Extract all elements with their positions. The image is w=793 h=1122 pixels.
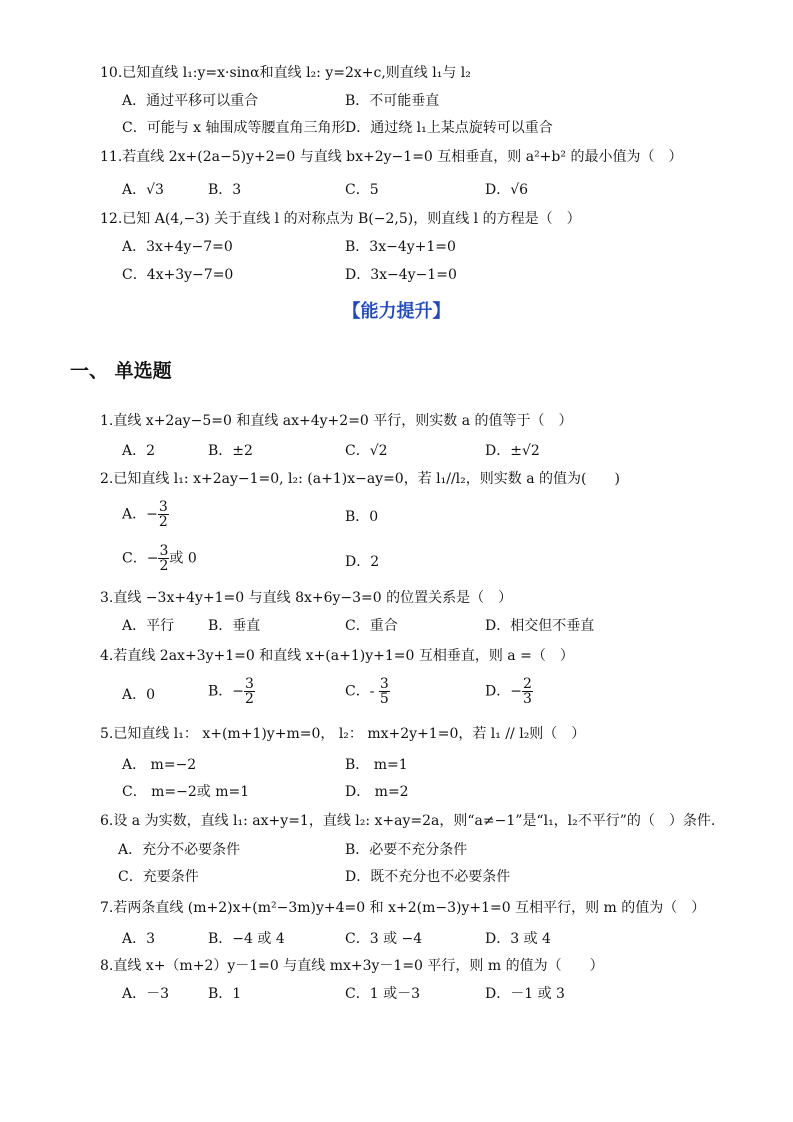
fraction-denominator: 2 bbox=[159, 558, 169, 574]
question-11-option-a: A．√3 bbox=[122, 182, 164, 198]
option-prefix: A．− bbox=[122, 506, 158, 523]
problem-8-option-b: B．1 bbox=[208, 986, 242, 1002]
problem-1-option-a: A．2 bbox=[122, 443, 156, 459]
problem-5-option-c: C． m=−2或 m=1 bbox=[122, 784, 250, 800]
fraction-denominator: 5 bbox=[379, 691, 389, 707]
question-11-option-b: B．3 bbox=[208, 182, 242, 198]
problem-1-option-c: C．√2 bbox=[345, 443, 388, 459]
fraction bbox=[158, 544, 169, 573]
problem-2-option-b: B．0 bbox=[345, 509, 379, 525]
fraction bbox=[379, 677, 390, 706]
problem-8-option-a: A．－3 bbox=[122, 986, 170, 1002]
problem-3-option-a: A．平行 bbox=[122, 618, 175, 634]
question-10-stem: 10.已知直线 l₁:y=x·sinα和直线 l₂: y=2x+c,则直线 l₁与 l₂ bbox=[100, 65, 471, 81]
problem-7-option-b: B．−4 或 4 bbox=[208, 931, 285, 947]
fraction bbox=[158, 500, 169, 529]
question-11-option-c: C．5 bbox=[345, 182, 379, 198]
question-12-option-a: A．3x+4y−7=0 bbox=[122, 239, 233, 255]
problem-3-option-d: D．相交但不垂直 bbox=[485, 618, 595, 634]
problem-6-stem: 6.设 a 为实数，直线 l₁: ax+y=1，直线 l₂: x+ay=2a，则“a≠−1”是“l₁，l₂不平行”的（ ）条件. bbox=[100, 813, 716, 829]
problem-5-stem: 5.已知直线 l₁： x+(m+1)y+m=0， l₂： mx+2y+1=0，若 l₁ // l₂则（ ） bbox=[100, 726, 586, 742]
fraction-numerator: 3 bbox=[159, 543, 169, 559]
problem-4-option-d bbox=[485, 677, 533, 706]
problem-4-option-b bbox=[208, 677, 255, 706]
problem-6-option-b: B．必要不充分条件 bbox=[345, 842, 468, 858]
problem-5-option-d: D． m=2 bbox=[345, 784, 409, 800]
problem-2-option-c bbox=[122, 544, 197, 573]
problem-1-option-b: B．±2 bbox=[208, 443, 253, 459]
problem-5-option-b: B． m=1 bbox=[345, 757, 408, 773]
problem-2-stem: 2.已知直线 l₁: x+2ay−1=0, l₂: (a+1)x−ay=0，若 l₁//l₂，则实数 a 的值为( ) bbox=[100, 471, 620, 487]
problem-2-option-a bbox=[122, 500, 169, 529]
problem-7-option-c: C．3 或 −4 bbox=[345, 931, 423, 947]
problem-7-option-a: A．3 bbox=[122, 931, 156, 947]
problem-8-stem: 8.直线 x+（m+2）y－1=0 与直线 mx+3y－1=0 平行，则 m 的值为（ ） bbox=[100, 958, 604, 974]
option-prefix: C．− bbox=[122, 550, 159, 567]
question-10-option-b: B．不可能垂直 bbox=[345, 93, 440, 109]
question-10-option-c: C．可能与 x 轴围成等腰直角三角形 bbox=[122, 120, 346, 136]
problem-4-stem: 4.若直线 2ax+3y+1=0 和直线 x+(a+1)y+1=0 互相垂直，则 a =（ ） bbox=[100, 648, 574, 664]
problem-3-option-c: C．重合 bbox=[345, 618, 398, 634]
problem-6-option-a: A．充分不必要条件 bbox=[118, 842, 241, 858]
problem-6-option-d: D．既不充分也不必要条件 bbox=[345, 869, 511, 885]
problem-3-option-b: B．垂直 bbox=[208, 618, 261, 634]
problem-8-option-c: C．1 或－3 bbox=[345, 986, 420, 1002]
fraction-denominator: 2 bbox=[158, 514, 168, 530]
question-11-option-d: D．√6 bbox=[485, 182, 529, 198]
problem-3-stem: 3.直线 −3x+4y+1=0 与直线 8x+6y−3=0 的位置关系是（ ） bbox=[100, 590, 513, 606]
fraction-numerator: 3 bbox=[379, 676, 389, 692]
section-heading: 一、 单选题 bbox=[70, 360, 172, 382]
fraction-denominator: 3 bbox=[522, 691, 532, 707]
fraction-numerator: 2 bbox=[522, 676, 532, 692]
problem-1-option-d: D．±√2 bbox=[485, 443, 540, 459]
fraction bbox=[522, 677, 533, 706]
question-10-option-d: D．通过绕 l₁上某点旋转可以重合 bbox=[345, 120, 553, 136]
fraction-numerator: 3 bbox=[245, 676, 254, 692]
fraction-numerator: 3 bbox=[158, 499, 168, 515]
problem-5-option-a: A． m=−2 bbox=[122, 757, 197, 773]
option-prefix: C．- bbox=[345, 683, 379, 700]
question-12-option-d: D．3x−4y−1=0 bbox=[345, 267, 457, 283]
option-prefix: B．− bbox=[208, 683, 245, 700]
problem-2-option-d: D．2 bbox=[345, 554, 380, 570]
fraction bbox=[244, 677, 255, 706]
problem-4-option-c bbox=[345, 677, 390, 706]
problem-4-option-a: A．0 bbox=[122, 687, 156, 703]
option-prefix: D．− bbox=[485, 683, 522, 700]
option-suffix: 或 0 bbox=[169, 550, 197, 567]
question-12-option-b: B．3x−4y+1=0 bbox=[345, 239, 456, 255]
problem-1-stem: 1.直线 x+2ay−5=0 和直线 ax+4y+2=0 平行，则实数 a 的值等于（ ） bbox=[100, 413, 573, 429]
question-12-stem: 12.已知 A(4,−3) 关于直线 l 的对称点为 B(−2,5)，则直线 l 的方程是（ ） bbox=[100, 211, 581, 227]
problem-7-option-d: D．3 或 4 bbox=[485, 931, 551, 947]
section-title: 【能力提升】 bbox=[342, 301, 451, 322]
problem-7-stem: 7.若两条直线 (m+2)x+(m²−3m)y+4=0 和 x+2(m−3)y+1=0 互相平行，则 m 的值为（ ） bbox=[100, 900, 706, 916]
problem-8-option-d: D．－1 或 3 bbox=[485, 986, 565, 1002]
question-10-option-a: A．通过平移可以重合 bbox=[122, 93, 259, 109]
question-12-option-c: C．4x+3y−7=0 bbox=[122, 267, 234, 283]
fraction-denominator: 2 bbox=[245, 691, 254, 707]
question-11-stem: 11.若直线 2x+(2a−5)y+2=0 与直线 bx+2y−1=0 互相垂直，则 a²+b² 的最小值为（ ） bbox=[100, 149, 683, 165]
problem-6-option-c: C．充要条件 bbox=[118, 869, 199, 885]
